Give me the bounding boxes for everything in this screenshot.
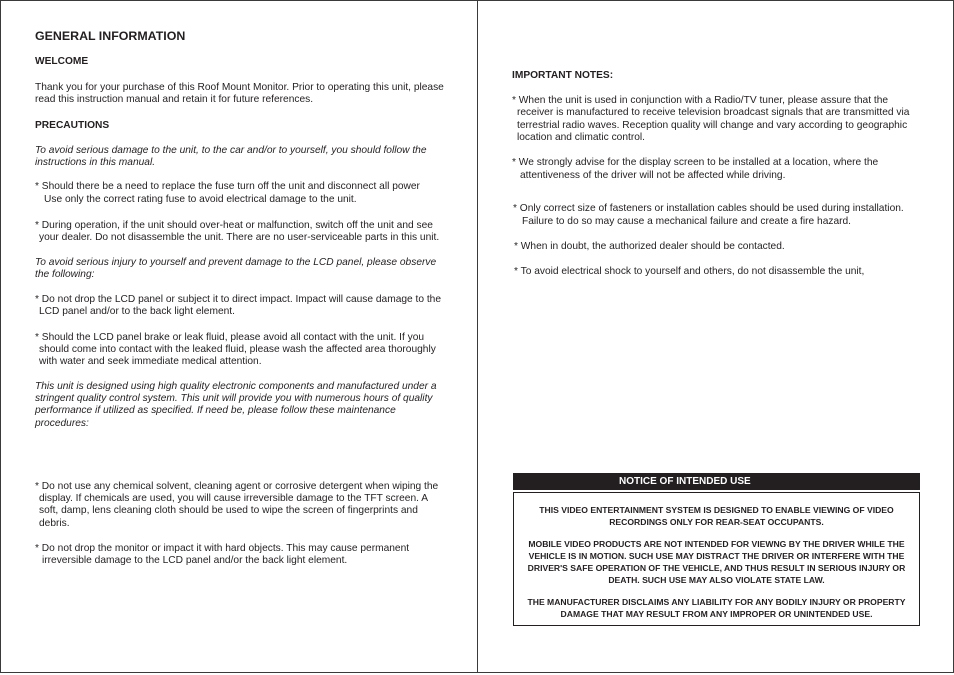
notice-p3-line-1: THE MANUFACTURER DISCLAIMS ANY LIABILITY FOR ANY BODILY INJURY OR PROPERTY xyxy=(527,597,906,607)
notice-p2-line-1: MOBILE VIDEO PRODUCTS ARE NOT INTENDED FOR VIEWNG BY THE DRIVER WHILE THE xyxy=(528,539,905,549)
notice-p2-line-3: DRIVER'S SAFE OPERATION OF THE VEHICLE, AND THUS RESULT IN SERIOUS INJURY OR xyxy=(527,563,906,573)
location-note-line-1: * We strongly advise for the display screen to be installed at a location, where the xyxy=(512,157,879,168)
drop-monitor-bullet-line-1: * Do not drop the monitor or impact it with hard objects. This may cause permanent xyxy=(35,543,410,554)
notice-p1-line-1: THIS VIDEO ENTERTAINMENT SYSTEM IS DESIGNED TO ENABLE VIEWING OF VIDEO xyxy=(539,505,894,515)
maintenance-intro-line-1: This unit is designed using high quality electronic components and manufactured under a xyxy=(35,381,437,392)
maintenance-intro-line-3: performance if utilized as specified. If need be, please follow these maintenance xyxy=(35,405,396,416)
leak-bullet-line-2: should come into contact with the leaked fluid, please wash the affected area thoroughly xyxy=(39,344,436,355)
welcome-heading: WELCOME xyxy=(35,56,89,67)
solvent-bullet-line-2: display. If chemicals are used, you will cause irreversible damage to the TFT screen. A xyxy=(39,493,428,504)
precautions-heading: PRECAUTIONS xyxy=(35,120,110,131)
tuner-note-line-1: * When the unit is used in conjunction with a Radio/TV tuner, please assure that the xyxy=(512,95,889,106)
overheat-bullet-line-1: * During operation, if the unit should over-heat or malfunction, switch off the unit and see xyxy=(35,220,433,231)
maintenance-intro-line-2: stringent quality control system. This unit will provide you with numerous hours of quality xyxy=(35,393,433,404)
fasteners-note-line-1: * Only correct size of fasteners or installation cables should be used during installation. xyxy=(513,203,904,214)
lcd-intro-line-1: To avoid serious injury to yourself and prevent damage to the LCD panel, please observe xyxy=(35,257,437,268)
precautions-intro-line-2: instructions in this manual. xyxy=(35,157,156,168)
fuse-bullet-line-1: * Should there be a need to replace the fuse turn off the unit and disconnect all power xyxy=(35,181,420,192)
lcd-intro-line-2: the following: xyxy=(35,269,95,280)
welcome-text-line-2: read this instruction manual and retain it for future references. xyxy=(35,94,314,105)
notice-p2-line-4: DEATH. SUCH USE MAY ALSO VIOLATE STATE LAW. xyxy=(608,575,825,585)
solvent-bullet-line-3: soft, damp, lens cleaning cloth should be used to wipe the screen of fingerprints and xyxy=(39,505,418,516)
fasteners-note-line-2: Failure to do so may cause a mechanical failure and create a fire hazard. xyxy=(522,216,852,227)
notice-box xyxy=(513,492,920,626)
solvent-bullet-line-1: * Do not use any chemical solvent, cleaning agent or corrosive detergent when wiping the xyxy=(35,481,439,492)
tuner-note-line-4: location and climatic control. xyxy=(517,132,645,143)
notice-p2-line-2: VEHICLE IS IN MOTION. SUCH USE MAY DISTRACT THE DRIVER OR INTERFERE WITH THE xyxy=(528,551,905,561)
drop-lcd-bullet-line-2: LCD panel and/or to the back light element. xyxy=(39,306,235,317)
leak-bullet-line-1: * Should the LCD panel brake or leak fluid, please avoid all contact with the unit. If you xyxy=(35,332,425,343)
drop-monitor-bullet-line-2: irreversible damage to the LCD panel and/or the back light element. xyxy=(42,555,348,566)
notice-p1-line-2: RECORDINGS ONLY FOR REAR-SEAT OCCUPANTS. xyxy=(609,517,824,527)
welcome-text-line-1: Thank you for your purchase of this Roof Mount Monitor. Prior to operating this unit, please xyxy=(35,82,444,93)
precautions-intro-line-1: To avoid serious damage to the unit, to the car and/or to yourself, you should follow the xyxy=(35,145,427,156)
maintenance-intro-line-4: procedures: xyxy=(35,418,89,429)
shock-note: * To avoid electrical shock to yourself and others, do not disassemble the unit, xyxy=(514,266,865,277)
notice-bar: NOTICE OF INTENDED USE xyxy=(513,473,920,490)
drop-lcd-bullet-line-1: * Do not drop the LCD panel or subject it to direct impact. Impact will cause damage to the xyxy=(35,294,442,305)
notice-p3-line-2: DAMAGE THAT MAY RESULT FROM ANY IMPROPER OR UNINTENDED USE. xyxy=(560,609,873,619)
solvent-bullet-line-4: debris. xyxy=(39,518,70,529)
important-notes-heading: IMPORTANT NOTES: xyxy=(512,70,614,81)
leak-bullet-line-3: with water and seek immediate medical attention. xyxy=(39,356,262,367)
fuse-bullet-line-2: Use only the correct rating fuse to avoid electrical damage to the unit. xyxy=(44,194,357,205)
tuner-note-line-2: receiver is manufactured to receive television broadcast signals that are transmitted via xyxy=(517,107,910,118)
overheat-bullet-line-2: your dealer. Do not disassemble the unit. There are no user-serviceable parts in this unit. xyxy=(39,232,440,243)
location-note-line-2: attentiveness of the driver will not be affected while driving. xyxy=(520,170,786,181)
tuner-note-line-3: terrestrial radio waves. Reception quality will change and vary according to geographic xyxy=(517,120,908,131)
page-title: GENERAL INFORMATION xyxy=(35,29,186,43)
dealer-note: * When in doubt, the authorized dealer should be contacted. xyxy=(514,241,785,252)
